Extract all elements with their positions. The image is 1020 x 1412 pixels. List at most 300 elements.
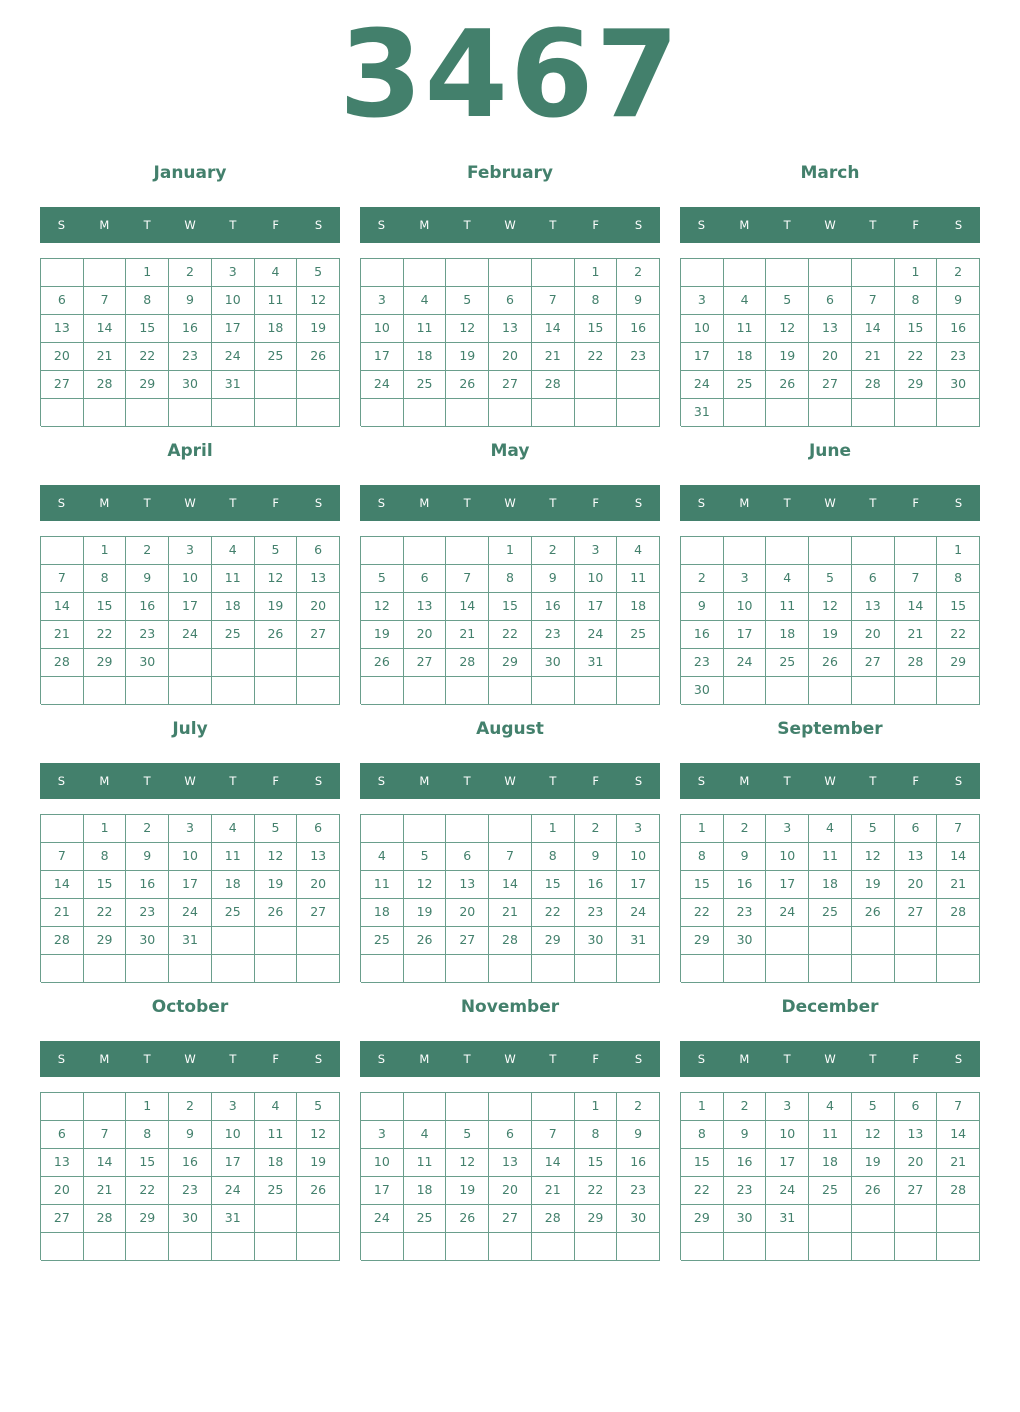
day-cell: 14 (532, 1149, 575, 1177)
day-cell (575, 399, 618, 427)
day-cell: 10 (617, 843, 660, 871)
day-cell (852, 1205, 895, 1233)
day-cell: 10 (575, 565, 618, 593)
day-cell: 17 (724, 621, 767, 649)
day-cell (617, 399, 660, 427)
day-cell (809, 537, 852, 565)
day-cell: 8 (937, 565, 980, 593)
day-cell: 8 (575, 287, 618, 315)
day-cell: 27 (41, 371, 84, 399)
day-cell (404, 1093, 447, 1121)
day-cell: 28 (852, 371, 895, 399)
day-cell (766, 677, 809, 705)
day-cell (255, 399, 298, 427)
day-cell: 9 (724, 1121, 767, 1149)
day-cell: 16 (937, 315, 980, 343)
day-cell (212, 399, 255, 427)
weekday-label: S (954, 218, 963, 232)
weekday-label: W (824, 774, 836, 788)
day-cell: 27 (297, 899, 340, 927)
weekday-label: T (229, 774, 237, 788)
day-cell: 5 (297, 1093, 340, 1121)
day-cell: 17 (361, 343, 404, 371)
day-cell: 11 (809, 1121, 852, 1149)
day-cell: 5 (255, 815, 298, 843)
weekday-label: M (739, 218, 750, 232)
day-cell: 19 (766, 343, 809, 371)
day-cell: 13 (297, 843, 340, 871)
day-cell (489, 677, 532, 705)
day-cell (446, 1233, 489, 1261)
day-cell: 3 (361, 1121, 404, 1149)
day-cell (84, 399, 127, 427)
day-cell: 20 (41, 343, 84, 371)
month-name: April (167, 441, 213, 461)
day-cell (126, 1233, 169, 1261)
day-cell (724, 259, 767, 287)
day-cell: 19 (809, 621, 852, 649)
day-cell: 21 (41, 899, 84, 927)
weekday-label: M (419, 496, 430, 510)
day-cell: 24 (575, 621, 618, 649)
day-cell: 15 (84, 871, 127, 899)
weekday-header (40, 207, 340, 243)
day-cell: 16 (617, 1149, 660, 1177)
day-cell: 10 (212, 1121, 255, 1149)
month-name: June (808, 441, 852, 461)
day-cell: 2 (724, 1093, 767, 1121)
day-cell: 2 (617, 259, 660, 287)
day-cell: 22 (84, 899, 127, 927)
day-cell: 8 (84, 565, 127, 593)
day-cell: 31 (617, 927, 660, 955)
day-cell: 12 (446, 1149, 489, 1177)
day-cell: 15 (575, 1149, 618, 1177)
day-grid (680, 1092, 980, 1260)
day-cell: 20 (895, 1149, 938, 1177)
day-cell: 9 (169, 287, 212, 315)
day-cell (126, 399, 169, 427)
day-grid (360, 536, 660, 704)
weekday-label: W (824, 496, 836, 510)
month-april (40, 436, 340, 706)
day-cell (852, 927, 895, 955)
day-cell: 15 (126, 1149, 169, 1177)
day-cell: 12 (766, 315, 809, 343)
day-cell: 1 (532, 815, 575, 843)
day-cell: 13 (297, 565, 340, 593)
weekday-label: F (272, 496, 280, 510)
weekday-label: M (419, 1052, 430, 1066)
day-cell: 26 (766, 371, 809, 399)
day-cell: 20 (852, 621, 895, 649)
day-cell: 14 (489, 871, 532, 899)
day-cell: 6 (41, 1121, 84, 1149)
day-cell: 24 (169, 621, 212, 649)
day-cell (361, 815, 404, 843)
day-cell: 29 (937, 649, 980, 677)
day-cell: 4 (255, 1093, 298, 1121)
day-cell (575, 677, 618, 705)
day-cell: 27 (489, 371, 532, 399)
weekday-label: F (592, 218, 600, 232)
day-cell (681, 537, 724, 565)
day-cell: 24 (212, 1177, 255, 1205)
day-cell: 11 (809, 843, 852, 871)
day-cell: 19 (297, 1149, 340, 1177)
month-name: July (172, 719, 208, 739)
day-cell: 17 (212, 315, 255, 343)
day-cell: 14 (937, 843, 980, 871)
day-cell: 22 (489, 621, 532, 649)
day-cell: 30 (169, 371, 212, 399)
day-cell: 14 (446, 593, 489, 621)
weekday-header (360, 207, 660, 243)
day-cell (489, 399, 532, 427)
day-cell: 30 (575, 927, 618, 955)
day-cell: 26 (446, 371, 489, 399)
day-cell: 8 (84, 843, 127, 871)
day-cell: 3 (575, 537, 618, 565)
day-cell (617, 1233, 660, 1261)
day-cell: 21 (84, 343, 127, 371)
day-grid (40, 258, 340, 426)
day-cell: 14 (532, 315, 575, 343)
weekday-label: M (99, 774, 110, 788)
day-cell: 10 (169, 843, 212, 871)
weekday-label: F (912, 1052, 920, 1066)
day-cell (681, 259, 724, 287)
day-cell: 17 (575, 593, 618, 621)
weekday-label: S (377, 1052, 386, 1066)
weekday-label: F (272, 1052, 280, 1066)
weekday-label: T (143, 1052, 151, 1066)
day-cell: 31 (169, 927, 212, 955)
day-cell (41, 1233, 84, 1261)
day-cell (489, 259, 532, 287)
day-cell: 26 (446, 1205, 489, 1233)
day-cell: 23 (617, 1177, 660, 1205)
day-cell: 23 (126, 621, 169, 649)
day-cell: 9 (724, 843, 767, 871)
weekday-label: M (739, 774, 750, 788)
day-cell: 6 (895, 815, 938, 843)
day-cell (617, 649, 660, 677)
month-name: September (777, 719, 883, 739)
day-cell: 21 (84, 1177, 127, 1205)
day-cell (404, 815, 447, 843)
day-cell: 31 (575, 649, 618, 677)
day-cell: 6 (297, 537, 340, 565)
day-cell: 9 (126, 565, 169, 593)
day-cell (41, 677, 84, 705)
day-cell: 30 (937, 371, 980, 399)
weekday-label: T (869, 774, 877, 788)
day-cell: 16 (617, 315, 660, 343)
day-cell: 23 (532, 621, 575, 649)
day-cell (361, 1093, 404, 1121)
day-cell: 23 (575, 899, 618, 927)
weekday-label: T (783, 218, 791, 232)
day-cell: 5 (852, 1093, 895, 1121)
day-cell: 3 (212, 1093, 255, 1121)
weekday-header (360, 485, 660, 521)
day-grid (360, 814, 660, 982)
day-cell (575, 1233, 618, 1261)
weekday-label: M (99, 1052, 110, 1066)
weekday-label: S (377, 496, 386, 510)
day-cell: 21 (532, 343, 575, 371)
day-cell: 23 (937, 343, 980, 371)
day-cell: 30 (169, 1205, 212, 1233)
day-cell: 28 (41, 927, 84, 955)
day-cell (255, 1233, 298, 1261)
day-cell (617, 955, 660, 983)
day-cell (724, 677, 767, 705)
day-cell (532, 399, 575, 427)
day-cell: 4 (361, 843, 404, 871)
weekday-label: S (634, 1052, 643, 1066)
day-cell: 5 (852, 815, 895, 843)
day-cell (84, 677, 127, 705)
day-cell: 18 (766, 621, 809, 649)
day-cell: 29 (126, 1205, 169, 1233)
day-cell (84, 1093, 127, 1121)
day-cell (766, 927, 809, 955)
day-cell: 15 (681, 871, 724, 899)
day-cell (361, 537, 404, 565)
month-name: March (800, 163, 860, 183)
day-cell: 21 (41, 621, 84, 649)
day-cell: 10 (361, 315, 404, 343)
day-cell: 30 (617, 1205, 660, 1233)
day-cell (169, 399, 212, 427)
day-cell: 18 (255, 1149, 298, 1177)
day-cell (41, 399, 84, 427)
day-cell (41, 815, 84, 843)
day-cell: 19 (446, 1177, 489, 1205)
day-cell: 2 (681, 565, 724, 593)
day-cell (575, 955, 618, 983)
day-cell: 1 (84, 537, 127, 565)
weekday-label: S (314, 496, 323, 510)
day-cell: 20 (446, 899, 489, 927)
day-cell: 28 (937, 899, 980, 927)
day-cell (681, 955, 724, 983)
day-cell: 3 (617, 815, 660, 843)
day-cell: 8 (489, 565, 532, 593)
day-cell: 27 (895, 1177, 938, 1205)
day-cell: 15 (575, 315, 618, 343)
day-cell: 13 (489, 315, 532, 343)
day-cell: 18 (212, 871, 255, 899)
day-cell: 29 (84, 927, 127, 955)
day-cell: 1 (681, 815, 724, 843)
day-cell: 16 (126, 871, 169, 899)
day-cell: 30 (532, 649, 575, 677)
day-cell: 15 (84, 593, 127, 621)
day-grid (680, 536, 980, 704)
day-cell: 10 (212, 287, 255, 315)
weekday-header (680, 485, 980, 521)
day-cell: 6 (404, 565, 447, 593)
day-cell: 22 (126, 1177, 169, 1205)
day-cell: 4 (212, 537, 255, 565)
day-cell: 25 (809, 1177, 852, 1205)
day-cell: 27 (297, 621, 340, 649)
day-cell: 3 (212, 259, 255, 287)
day-cell (404, 955, 447, 983)
month-march (680, 158, 980, 428)
day-cell: 28 (895, 649, 938, 677)
day-cell: 5 (809, 565, 852, 593)
day-cell: 29 (489, 649, 532, 677)
weekday-label: S (314, 218, 323, 232)
day-cell: 8 (126, 1121, 169, 1149)
day-cell: 18 (404, 1177, 447, 1205)
weekday-label: T (783, 774, 791, 788)
day-cell: 2 (724, 815, 767, 843)
day-cell: 1 (126, 259, 169, 287)
weekday-label: S (954, 496, 963, 510)
day-cell: 9 (617, 1121, 660, 1149)
weekday-label: T (783, 496, 791, 510)
day-cell: 11 (255, 1121, 298, 1149)
day-cell: 30 (126, 927, 169, 955)
day-cell (895, 1205, 938, 1233)
weekday-label: M (419, 218, 430, 232)
day-cell (404, 677, 447, 705)
weekday-label: W (184, 1052, 196, 1066)
day-cell: 3 (766, 1093, 809, 1121)
day-cell: 8 (681, 843, 724, 871)
day-cell (255, 927, 298, 955)
weekday-label: M (739, 1052, 750, 1066)
day-cell: 4 (255, 259, 298, 287)
day-cell: 28 (41, 649, 84, 677)
day-cell: 5 (297, 259, 340, 287)
day-cell (895, 1233, 938, 1261)
weekday-header (360, 763, 660, 799)
day-cell: 15 (895, 315, 938, 343)
weekday-label: S (697, 774, 706, 788)
day-cell: 2 (575, 815, 618, 843)
weekday-label: S (954, 774, 963, 788)
month-october (40, 992, 340, 1262)
day-cell: 10 (724, 593, 767, 621)
day-cell (255, 371, 298, 399)
day-cell: 1 (126, 1093, 169, 1121)
day-cell: 28 (84, 1205, 127, 1233)
day-cell: 17 (361, 1177, 404, 1205)
day-cell (212, 1233, 255, 1261)
day-cell: 14 (895, 593, 938, 621)
month-name: February (466, 163, 554, 183)
weekday-header (680, 207, 980, 243)
month-name: May (490, 441, 530, 461)
month-name: August (476, 719, 544, 739)
weekday-label: S (634, 774, 643, 788)
day-cell: 14 (41, 871, 84, 899)
day-cell: 19 (852, 1149, 895, 1177)
day-cell: 22 (126, 343, 169, 371)
day-grid (360, 1092, 660, 1260)
day-cell (169, 649, 212, 677)
day-cell: 19 (446, 343, 489, 371)
day-cell (895, 399, 938, 427)
day-cell: 18 (255, 315, 298, 343)
day-cell: 1 (575, 1093, 618, 1121)
weekday-header (40, 763, 340, 799)
day-cell: 5 (446, 287, 489, 315)
day-cell (617, 371, 660, 399)
day-cell: 24 (169, 899, 212, 927)
day-cell: 27 (489, 1205, 532, 1233)
weekday-label: T (229, 1052, 237, 1066)
day-cell: 11 (212, 843, 255, 871)
day-cell (489, 815, 532, 843)
day-cell: 26 (255, 621, 298, 649)
day-cell: 18 (809, 1149, 852, 1177)
day-cell (361, 677, 404, 705)
day-cell: 24 (724, 649, 767, 677)
weekday-label: T (463, 496, 471, 510)
year-title: 3467 (339, 6, 681, 145)
day-cell: 7 (489, 843, 532, 871)
day-cell: 10 (361, 1149, 404, 1177)
day-cell: 19 (297, 315, 340, 343)
day-cell: 24 (212, 343, 255, 371)
day-cell: 13 (809, 315, 852, 343)
month-name: October (151, 997, 229, 1017)
day-cell: 8 (575, 1121, 618, 1149)
day-cell: 26 (297, 1177, 340, 1205)
weekday-header (40, 1041, 340, 1077)
day-cell: 7 (532, 287, 575, 315)
day-cell: 6 (489, 287, 532, 315)
day-cell (361, 955, 404, 983)
weekday-label: F (912, 774, 920, 788)
day-cell (255, 955, 298, 983)
day-cell: 28 (446, 649, 489, 677)
day-cell: 31 (212, 1205, 255, 1233)
day-cell (895, 927, 938, 955)
weekday-label: T (229, 218, 237, 232)
day-cell (724, 399, 767, 427)
day-cell (809, 1205, 852, 1233)
day-cell: 19 (361, 621, 404, 649)
day-cell (446, 399, 489, 427)
day-cell: 12 (852, 843, 895, 871)
day-cell (84, 955, 127, 983)
month-august (360, 714, 660, 984)
weekday-label: T (143, 496, 151, 510)
weekday-header (680, 1041, 980, 1077)
day-cell: 13 (895, 1121, 938, 1149)
month-december (680, 992, 980, 1262)
day-cell: 25 (766, 649, 809, 677)
weekday-label: S (697, 218, 706, 232)
month-february (360, 158, 660, 428)
day-cell (937, 399, 980, 427)
day-cell (809, 259, 852, 287)
weekday-label: S (57, 1052, 66, 1066)
day-cell: 4 (809, 815, 852, 843)
day-cell: 3 (724, 565, 767, 593)
month-name: January (153, 163, 227, 183)
day-cell: 30 (724, 1205, 767, 1233)
weekday-label: S (57, 496, 66, 510)
